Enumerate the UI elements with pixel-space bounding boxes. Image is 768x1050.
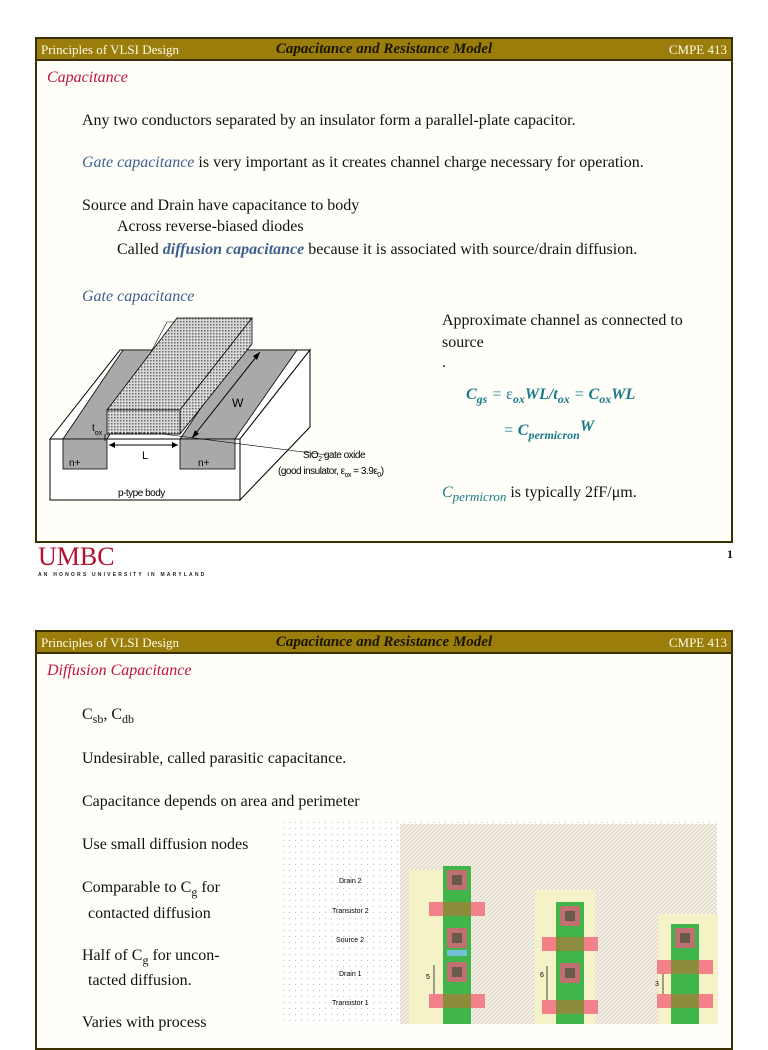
slide2-header [35, 630, 733, 654]
equation-2: = $C_{permicron}W$ [503, 418, 595, 443]
diffusion-cap-term: diffusion capacitance [162, 241, 305, 258]
text-line-5-pre: Called [117, 241, 163, 258]
text-line-2-rest: is very important as it creates channel charge necessary for operation. [194, 154, 644, 171]
slide-title: Capacitance and Resistance Model [275, 634, 493, 650]
text-uncontacted: tacted diffusion. [88, 972, 192, 989]
gate-front [107, 410, 180, 434]
dim-6: 6 [540, 972, 544, 979]
text-area-perimeter: Capacitance depends on area and perimeter [82, 793, 360, 810]
section-title-2: Diffusion Capacitance [47, 662, 192, 679]
dim-5: 5 [426, 974, 430, 981]
label-transistor1: Transistor 1 [332, 1000, 369, 1007]
equation-1: $C_{gs} = \varepsilon_{ox}WL/t_{ox} = C_{ox}WL$ [466, 386, 636, 407]
label-drain2: Drain 2 [339, 878, 362, 885]
text-half: Half of $C_g$ for uncon- [82, 947, 220, 968]
approx-line-2: source [442, 334, 484, 351]
label-drain1: Drain 1 [339, 971, 362, 978]
page-number: 1 [727, 547, 733, 561]
oxide-label: SiO$_2$ gate oxide [303, 450, 366, 463]
text-line-5 [117, 241, 637, 259]
course-name: Principles of VLSI Design [41, 635, 180, 650]
label-source2: Source 2 [336, 937, 365, 944]
mos-gate-diagram [45, 312, 425, 512]
gate-cap-term: Gate capacitance [82, 154, 195, 171]
tox-label: $t_{ox}$ [92, 423, 103, 437]
text-contacted: contacted diffusion [88, 905, 211, 922]
text-varies: Varies with process [82, 1014, 207, 1031]
nplus-left: n+ [69, 458, 81, 469]
slide-title: Capacitance and Resistance Model [275, 41, 493, 57]
course-name: Principles of VLSI Design [41, 42, 180, 57]
text-small-nodes: Use small diffusion nodes [82, 836, 249, 853]
umbc-tagline: AN HONORS UNIVERSITY IN MARYLAND [38, 572, 207, 578]
text-line-5-post: because it is associated with source/drain diffusion. [304, 241, 638, 258]
dim-3: 3 [655, 981, 659, 988]
course-code: CMPE 413 [668, 42, 727, 57]
nplus-right: n+ [198, 458, 210, 469]
text-line-3: Source and Drain have capacitance to body [82, 197, 360, 214]
text-line-1: Any two conductors separated by an insulator form a parallel-plate capacitor. [82, 112, 576, 129]
course-code: CMPE 413 [668, 635, 727, 650]
text-comparable: Comparable to $C_g$ for [82, 879, 220, 900]
oxide-note: (good insulator, $\varepsilon_{ox} = 3.9\varepsilon_0$) [278, 466, 384, 479]
approx-dot: . [442, 354, 446, 371]
csb-cdb: $C_{sb}$, $C_{db}$ [82, 706, 135, 727]
approx-line-1: Approximate channel as connected to [442, 312, 683, 329]
l-label: L [142, 450, 149, 462]
section-title: Capacitance [47, 69, 128, 86]
typical-value: $C_{permicron}$ is typically 2fF/μm. [442, 484, 637, 505]
diffusion-layout [283, 822, 719, 1024]
body-label: p-type body [118, 488, 165, 499]
text-parasitic: Undesirable, called parasitic capacitance. [82, 750, 347, 767]
label-transistor2: Transistor 2 [332, 908, 369, 915]
text-line-2 [82, 154, 644, 172]
subsection-title: Gate capacitance [82, 288, 195, 305]
slide1-header [35, 37, 733, 61]
umbc-logo: UMBC [38, 542, 115, 571]
text-line-4: Across reverse-biased diodes [117, 218, 304, 235]
w-label: W [232, 396, 244, 410]
